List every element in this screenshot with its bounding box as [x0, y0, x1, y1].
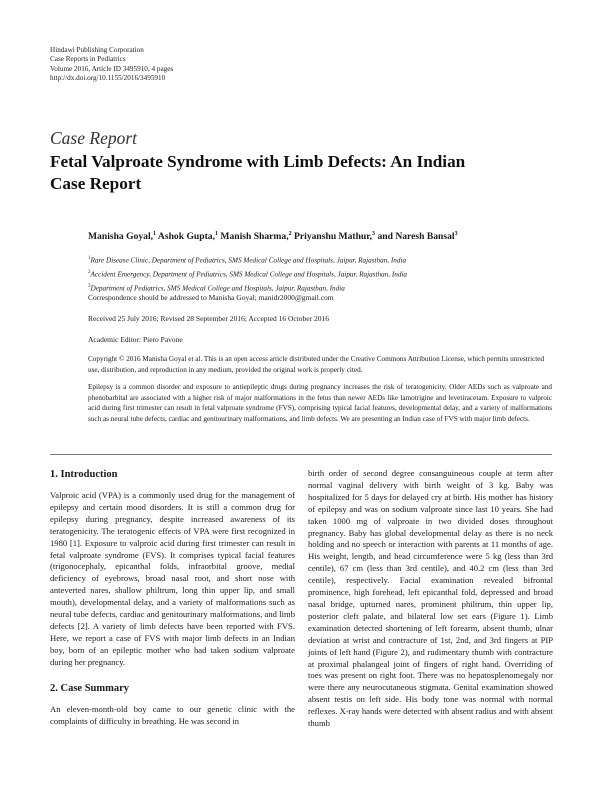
article-title: Fetal Valproate Syndrome with Limb Defects: An Indian Case Report	[50, 152, 466, 193]
affiliation: $^3$Department of Pediatrics, SMS Medical College and Hospitals, Jaipur, Rajasthan, India	[88, 283, 345, 293]
received-dates: Received 25 July 2016; Revised 28 September 2016; Accepted 16 October 2016	[88, 314, 329, 323]
case-summary-continued: birth order of second degree consanguineous couple at term after normal vaginal delivery with birth weight of 3 kg. Baby was hospitalized for 5 days for delayed cry at birth. His mother has history of epilepsy and was on sodium valproate since last 10 years. She had taken 1000 mg of valproate in two divided doses throughout pregnancy. Baby has global developmental delay as there is no neck holding and no speech or interaction with parents at 11 months of age. His weight, length, and head circumference were 5 kg (less than 3rd centile), 67 cm (less than 3rd centile), and 40.2 cm (less than 3rd centile), respectively. Facial examination revealed bifrontal prominence, high forehead, left epicanthal fold, depressed and broad nasal bridge, upturned nares, prominent philtrum, thin upper lip, posterior cleft palate, and bilateral low set ears (Figure 1). Limb examination detected shortening of left forearm, absent thumb, ulnar deviation at wrist and contracture of 1st, 2nd, and 3rd fingers at PIP joints of left hand (Figure 2), and rudimentary thumb with contracture at proximal phalangeal joint of fingers of right hand. Overriding of toes was present on right foot. There was no hepatosplenomegaly nor were there any neurocutaneous stigmata. Genital examination showed absent testis on left side. His body tone was normal with normal reflexes. X-ray hands were detected with absent radius and with absent thumb	[308, 468, 553, 729]
copyright-notice: Copyright © 2016 Manisha Goyal et al. This is an open access article distributed under the Creative Commons Attribution License, which permits unrestricted use, distribution, and reproduction in any medium, provided the original work is properly cited.	[88, 355, 545, 374]
author: Ashok Gupta,$^1$	[157, 231, 218, 243]
introduction-text: Valproic acid (VPA) is a commonly used drug for the management of epilepsy and certain mood disorders. It is still a common drug for epilepsy during pregnancy, despite increased awareness of its teratogenicity. The teratogenic effects of VPA were first recognized in 1980 [1]. Exposure to valproic acid during first trimester can result in fetal valproate syndrome (FVS). It comprises typical facial features (trigonocephaly, epicanthal folds, infraorbital groove, medial deficiency of eyebrows, broad nasal root, and short nose with anteverted nares, shallow philtrum, long thin upper lip, and small mouth), developmental delay, and a variety of malformations such as neural tube defects, cardiac and genitourinary malformations, and limb defects [2]. A variety of limb defects have been reported with FVS. Here, we report a case of FVS with major limb defects in an Indian boy, born of an epileptic mother who had taken sodium valproate during her pregnancy.	[50, 490, 295, 667]
introduction-heading: 1. Introduction	[50, 469, 118, 480]
affiliations	[88, 253, 407, 295]
doi-link[interactable]: http://dx.doi.org/10.1155/2016/3495910	[50, 74, 166, 83]
journal-name: Case Reports in Pediatrics	[50, 55, 126, 64]
author: and Naresh Bansal$^3$	[377, 231, 458, 243]
journal-header	[50, 46, 173, 84]
academic-editor: Academic Editor: Piero Pavone	[88, 335, 183, 344]
author: Priyanshu Mathur,$^3$	[294, 231, 376, 243]
case-summary-text: An eleven-month-old boy came to our genetic clinic with the complaints of difficulty in breathing. He was second in	[50, 703, 295, 726]
author: Manish Sharma,$^2$	[220, 231, 292, 243]
right-column	[308, 468, 553, 730]
divider	[50, 454, 552, 455]
left-column	[50, 468, 295, 727]
abstract: Epilepsy is a common disorder and exposure to antiepileptic drugs during pregnancy increases the risk of teratogenicity. Older AEDs such as valproate and phenobarbital are associated with a higher risk of major malformations in the fetus than newer AEDs like lamotrigine and levetiracetam. Exposure to valproic acid during first trimester can result in fetal valproate syndrome (FVS), comprising typical facial features, developmental delay, and a variety of malformations such as neural tube defects, cardiac and genitourinary malformations, and limb defects. We are presenting an Indian case of FVS with major limb defects.	[88, 383, 552, 423]
author-list	[88, 231, 458, 242]
correspondence: Correspondence should be addressed to Manisha Goyal; manidr2000@gmail.com	[88, 293, 334, 302]
author: Manisha Goyal,$^1$	[88, 231, 157, 243]
case-summary-heading: 2. Case Summary	[50, 682, 130, 694]
affiliation: $^1$Rare Disease Clinic, Department of Pediatrics, SMS Medical College and Hospitals, Jaipur, Rajasthan, India	[88, 256, 407, 265]
publisher-name: Hindawi Publishing Corporation	[50, 46, 144, 54]
volume-line: Volume 2016, Article ID 3495910, 4 pages	[50, 64, 174, 73]
affiliation: $^2$Accident Emergency, Department of Pediatrics, SMS Medical College and Hospitals, Jaipur, Rajasthan, India	[88, 269, 408, 279]
article-type: Case Report	[50, 128, 138, 148]
